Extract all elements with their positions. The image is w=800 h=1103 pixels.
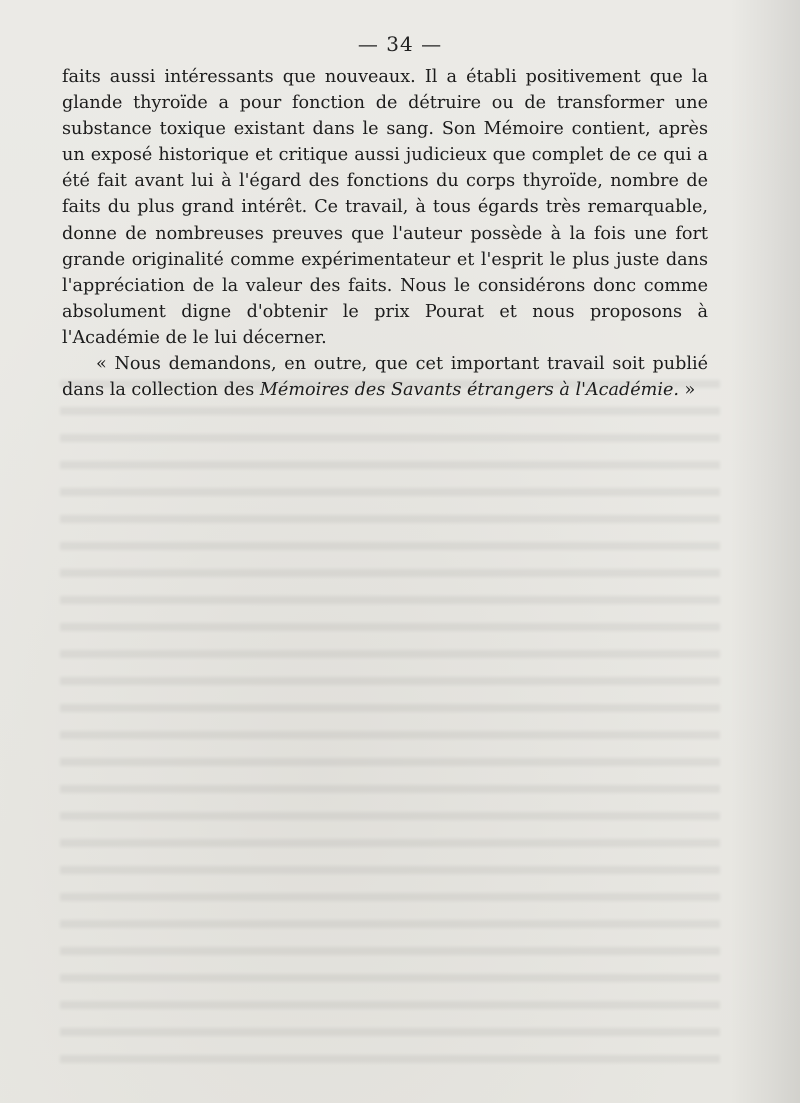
paragraph-2-end: » bbox=[678, 380, 696, 401]
paragraph-1: faits aussi intéressants que nouveaux. Il a établi positivement que la glande thyroïde a pour fonction de détruire ou de transformer une substance toxique existant dans le sang. Son Mémoire contient, après un exposé historique et critique aussi judicieux que complet de ce qui a été fait avant lui à l'égard des fonctions du corps thyroïde, nombre de faits du plus grand intérêt. Ce travail, à tous égards très remarquable, donne de nombreuses preuves que l'auteur possède à la fois une fort grande originalité comme expérimentateur et l'esprit le plus juste dans l'appréciation de la valeur des faits. Nous le considérons donc comme absolument digne d'obtenir le prix Pourat et nous proposons à l'Académie de le lui décerner. bbox=[62, 67, 708, 348]
bleed-through-texture bbox=[60, 380, 720, 1070]
page-number: — 34 — bbox=[357, 32, 443, 56]
paragraph-2-start: « Nous demandons, en outre, que cet important travail soit publié dans la collection des bbox=[62, 354, 708, 401]
memoires-title: Mémoires des Savants étrangers à l'Académie. bbox=[259, 380, 679, 401]
paragraph-2 bbox=[62, 351, 708, 403]
page-edge-shadow bbox=[730, 0, 800, 1103]
body-text bbox=[62, 64, 708, 403]
